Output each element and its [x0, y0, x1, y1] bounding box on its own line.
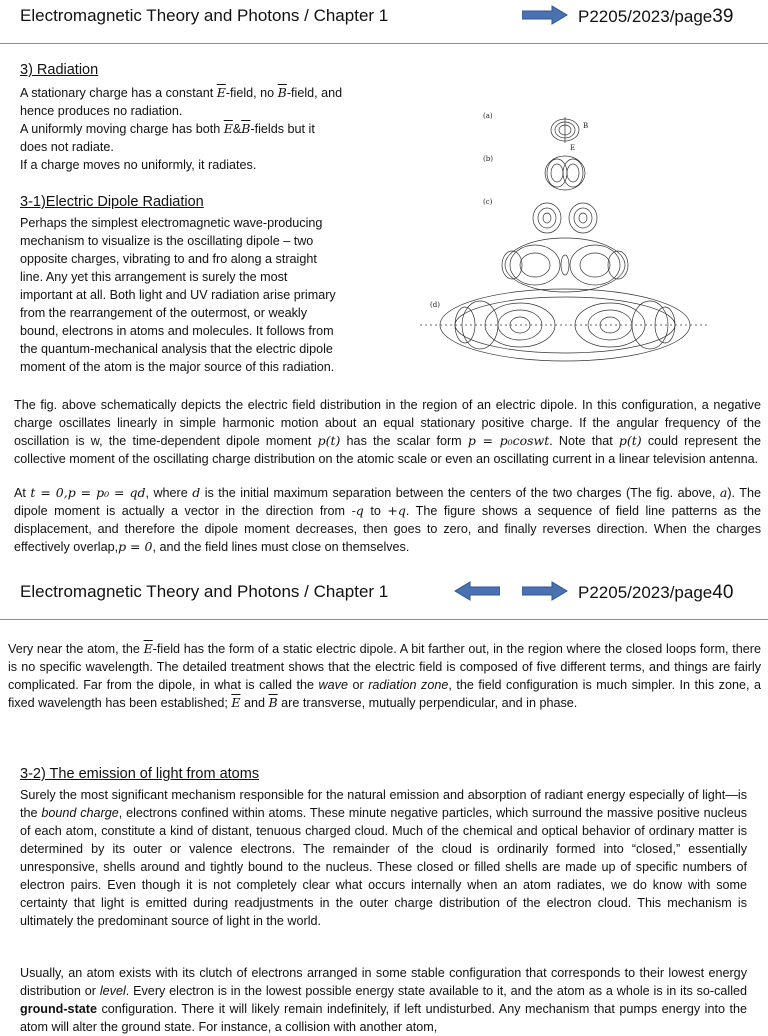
- field-pattern-c: [533, 203, 597, 233]
- figure-label-c: (c): [483, 198, 493, 206]
- dipole-text: Perhaps the simplest electromagnetic wave-producing mechanism to visualize is the oscillating dipole – two opposite charges, vibrating to and fro along a straight line. Any yet this arrangement is surely the most important at all. Both light and UV radiation arise primary from the rearrangement of the outermost, or weakly bound, electrons in atoms and molecules. It follows from the quantum-mechanical analysis that the electric dipole moment of the atom is the major source of this radiation.: [20, 216, 336, 374]
- chapter-title: Electromagnetic Theory and Photons / Chapter 1: [20, 6, 389, 25]
- paragraph-emission: Surely the most significant mechanism responsible for the natural emission and absorption of radiant energy especially of light—is the bound charge, electrons confined within atoms. These minute negative particles, which surround the massive positive nucleus of each atom, constitute a kind of distant, tenuous charged cloud. Much of the chemical and optical behavior of ordinary matter is determined by its outer or valence electrons. The remainder of the cloud is ordinarily formed into “closed,” essentially unresponsive, shells around and tightly bound to the nucleus. These closed or filled shells are made up of specific numbers of electron pairs. Even though it is not completely clear what occurs internally when an atom radiates, we do know with some certainty that light is emitted during readjustments in the outer charge distribution of the electron cloud. This mechanism is ultimately the predominant source of light in the world.: [20, 788, 747, 928]
- page-number: P2205/2023/page40: [578, 582, 734, 603]
- header-divider: [0, 43, 768, 44]
- dipole-field-figure: [420, 105, 765, 377]
- figure-label-B: B: [583, 122, 589, 130]
- dipole-heading: 3-1)Electric Dipole Radiation: [20, 194, 204, 210]
- radiation-heading: 3) Radiation: [20, 62, 99, 78]
- field-pattern-c2: [502, 238, 628, 292]
- radiation-text: A stationary charge has a constant $\overline{E}$-field, no $\overline{B}$-field, and hence produces no radiation. A uniformly moving charge has both $\overline{E}\&\overline{B}$-fields but it does not radiate. If a charge moves no uniformly, it radiates.: [20, 85, 343, 172]
- figure-label-b: (b): [483, 155, 493, 163]
- paragraph-dipole-fig: The fig. above schematically depicts the electric field distribution in the region of an electric dipole. In this configuration, a negative charge oscillates linearly in simple harmonic motion about an equal stationary positive charge. If the angular frequency of the oscillation is w, the time-dependent dipole moment p(t) has the scalar form p = p₀coswt. Note that p(t) could represent the collective moment of the oscillating charge distribution on the atomic scale or even an oscillating current in a linear television antenna.: [14, 398, 761, 466]
- figure-label-d: (d): [430, 301, 440, 309]
- field-pattern-b: [545, 156, 585, 190]
- field-pattern-a: [551, 117, 579, 143]
- next-page-arrow-icon[interactable]: [522, 5, 568, 25]
- header-divider: [0, 619, 768, 620]
- paragraph-ground-state: Usually, an atom exists with its clutch of electrons arranged in some stable configuration that corresponds to their lowest energy distribution or level. Every electron is in the lowest possible energy state available to it, and the atom as a whole is in its so-called ground-state configuration. There it will likely remain indefinitely, if left undisturbed. Any mechanism that pumps energy into the atom will alter the ground state. For instance, a collision with another atom,: [20, 966, 747, 1034]
- page-header-40: [0, 576, 768, 620]
- figure-label-E: E: [570, 144, 576, 152]
- next-page-arrow-icon[interactable]: [522, 581, 568, 601]
- page-header-39: [0, 0, 768, 44]
- paragraph-dipole-moment: At t = 0,p = p₀ = qd, where d is the initial maximum separation between the centers of the two charges (The fig. above, a). The dipole moment is actually a vector in the direction from -q to +q. The figure shows a sequence of field line patterns as the displacement, and therefore the dipole moment decreases, then goes to zero, and finally reverses direction. When the charges effectively overlap,p = 0, and the field lines must close on themselves.: [14, 485, 761, 554]
- page-number: P2205/2023/page39: [578, 6, 734, 27]
- chapter-title: Electromagnetic Theory and Photons / Chapter 1: [20, 582, 389, 601]
- paragraph-near-atom: Very near the atom, the $\overline{E}$-field has the form of a static electric dipole. A bit farther out, in the region where the closed loops form, there is no specific wavelength. The detailed treatment shows that the electric field is composed of five different terms, and things are fairly complicated. Far from the dipole, in what is called the wave or radiation zone, the field configuration is much simpler. In this zone, a fixed wavelength has been established; $\overline{E}$ and $\overline{B}$ are transverse, mutually perpendicular, and in phase.: [8, 641, 762, 710]
- field-pattern-d: [420, 289, 710, 361]
- emission-heading: 3-2) The emission of light from atoms: [20, 766, 260, 782]
- prev-page-arrow-icon[interactable]: [454, 581, 500, 601]
- figure-label-a: (a): [483, 112, 493, 120]
